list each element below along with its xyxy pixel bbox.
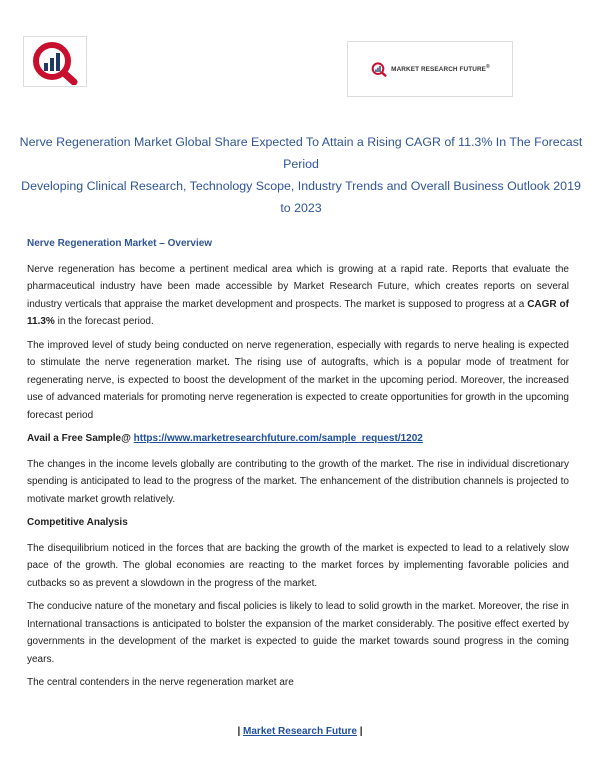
title-line-2: Developing Clinical Research, Technology Scope, Industry Trends and Overall Business Outlook 2019 to 2023 [21,179,581,215]
brand-logo [347,41,513,97]
competitive-paragraph-3: The central contenders in the nerve regeneration market are [27,677,294,688]
article-body [27,235,569,698]
overview-paragraph-1: Nerve regeneration has become a pertinent medical area which is growing at a rapid rate. Reports that evaluate the pharmaceutical industry have been made accessible by Market Research Future, which creates reports on several industry verticals that appraise the market development and prospects. The market is supposed to progress at a CAGR of 11.3% in the forecast period. [27,263,569,327]
cagr-highlight: CAGR of 11.3% [27,298,569,327]
magnifier-chart-icon [370,61,388,77]
free-sample-line [27,430,569,448]
free-sample-label: Avail a Free Sample@ [27,433,134,444]
magnifier-chart-icon [28,39,82,85]
competitive-paragraph-1: The disequilibrium noticed in the forces that are backing the growth of the market is expected to lead to a relatively slow pace of the growth. The global economies are reacting to the market forces by implementing favorable policies and cutbacks so as prevent a slowdown in the progress of the market. [27,542,569,589]
footer-brand-link[interactable]: Market Research Future [243,726,357,737]
competitive-analysis-heading: Competitive Analysis [27,517,128,528]
title-line-1: Nerve Regeneration Market Global Share Expected To Attain a Rising CAGR of 11.3% In The Forecast Period [19,135,583,171]
overview-heading: Nerve Regeneration Market – Overview [27,238,213,249]
sample-request-link[interactable]: https://www.marketresearchfuture.com/sample_request/1202 [133,433,423,444]
footer-pipe-right: | [356,726,363,737]
competitive-paragraph-2: The conducive nature of the monetary and fiscal policies is likely to lead to solid growth in the market. Moreover, the rise in International transactions is anticipated to bolster the expansion of the market considerably. The positive effect exerted by governments in the development of the market is expected to guide the market towards sound progress in the coming years. [27,601,569,665]
page-title [18,131,584,219]
footer [0,726,600,737]
income-paragraph: The changes in the income levels globally are contributing to the growth of the market. The rise in individual discretionary spending is anticipated to lead to the progress of the market. The enhancement of the distribution channels is projected to motivate market growth relatively. [27,458,569,505]
brand-name: MARKET RESEARCH FUTURE® [391,64,490,74]
footer-pipe-left: | [237,726,244,737]
overview-paragraph-2: The improved level of study being conducted on nerve regeneration, especially with regards to nerve healing is expected to stimulate the nerve regeneration market. The rising use of autografts, which is a popular mode of treatment for regenerating nerve, is expected to boost the development of the market in the upcoming period. Moreover, the increased use of advanced materials for promoting nerve regeneration is expected to create opportunities for growth in the upcoming forecast period [27,339,569,421]
company-logo-icon [23,36,87,87]
